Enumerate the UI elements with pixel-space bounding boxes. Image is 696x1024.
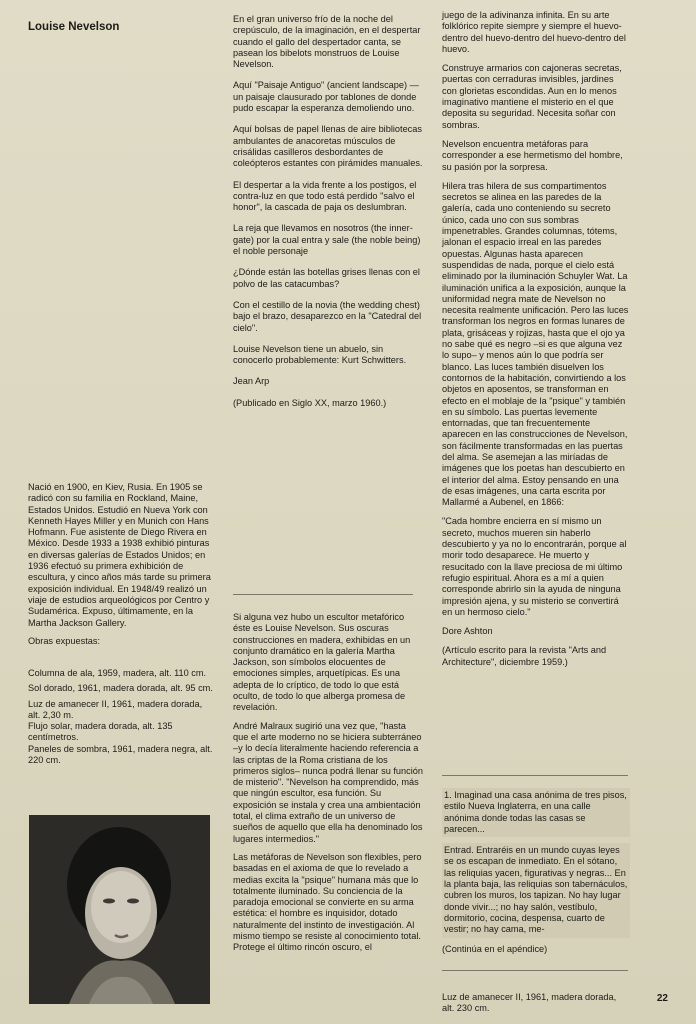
- essay-paragraph: Las metáforas de Nevelson son flexibles, pero basadas en el axioma de que lo revelado a medias excita la "psique" humana más que lo totalmente iluminado. Su conciencia de la paradoja emocional se convierte en su arma estética: el hombre es inquisidor, dotado naturalmente del instinto de investigación. Al mismo tiempo se resiste al conocimiento total. Protege el último rincón oscuro, el: [233, 851, 422, 953]
- portrait-illustration: [29, 815, 210, 1004]
- poem-stanza: La reja que llevamos en nosotros (the inner-gate) por la cual entra y sale (the noble being) el noble personaje: [233, 223, 421, 257]
- page-number: 22: [656, 993, 668, 1004]
- poem-stanza: ¿Dónde están las botellas grises llenas con el polvo de las catacumbas?: [233, 267, 420, 289]
- essay-paragraph: André Malraux sugirió una vez que, "hasta que el arte moderno no se hiciera subterráneo –y lo decía literalmente haciendo referencia a las criptas de la Roma cristiana de los primeros siglos– nunca podrá llenar su función de misterio". "Nevelson ha comprendido, más que ningún escultor, esa función. Su exposición se instala y crea una ambientación total, el clima extraño de un universo de sueños de aquello que ella ha denominado los lugares intermedios.": [233, 720, 423, 844]
- work-item: Paneles de sombra, 1961, madera negra, alt. 220 cm.: [28, 743, 213, 766]
- portrait-photo: [29, 815, 210, 1004]
- continued-note: (Continúa en el apéndice): [442, 943, 548, 954]
- works-heading: Obras expuestas:: [28, 636, 101, 646]
- artist-title: Louise Nevelson: [28, 21, 120, 33]
- essay-paragraph: juego de la adivinanza infinita. En su arte folklórico repite siempre y siempre el huevo-dentro del huevo-dentro del huevo-dentro del huevo.: [442, 10, 626, 54]
- footnote: Entrad. Entraréis en un mundo cuyas leyes se os escapan de inmediato. En el sótano, las reliquias yacen, figurativas y negras... En la planta baja, las reliquias son tabernáculos, cubren los muros, los tapizan. No hay lugar donde vivir...; no hay salón, vestíbulo, dormitorio, cocina, despensa, cuarto de vestir; no hay cama, me-: [442, 843, 630, 937]
- image-caption: Luz de amanecer II, 1961, madera dorada, alt. 230 cm.: [442, 992, 617, 1014]
- work-item: Flujo solar, madera dorada, alt. 135 centímetros.: [28, 721, 173, 743]
- poem-stanza: Con el cestillo de la novia (the wedding chest) bajo el brazo, desaparezco en la "Catedral del cielo".: [233, 299, 422, 333]
- essay-part-2: [442, 10, 630, 668]
- poem-stanza: Louise Nevelson tiene un abuelo, sin conocerlo probablemente: Kurt Schwitters.: [233, 343, 407, 366]
- essay-part-1: [233, 612, 423, 954]
- essay-author: Dore Ashton: [442, 626, 493, 637]
- poem-stanza: Aquí bolsas de papel llenas de aire bibliotecas ambulantes de anacoretas músculos de crisálidas casilleros desbordantes de coleópteros estantes con pirámides manuales.: [233, 124, 423, 169]
- poem-stanza: Aquí "Paisaje Antiguo" (ancient landscape) — un paisaje clausurado por tablones de donde pudo escapar la esperanza demoliendo uno.: [233, 80, 419, 114]
- poem-author: Jean Arp: [233, 376, 270, 387]
- poem-source: (Publicado en Siglo XX, marzo 1960.): [233, 397, 387, 408]
- essay-source: (Artículo escrito para la revista "Arts and Architecture", diciembre 1959.): [442, 645, 607, 667]
- poem-stanza: El despertar a la vida frente a los postigos, el contra-luz en que todo está perdido "salvo el honor", la cascada de paja os deslumbran.: [233, 179, 417, 213]
- work-item: Columna de ala, 1959, madera, alt. 110 cm.: [28, 668, 207, 678]
- footnote-block: [442, 788, 630, 955]
- work-item: Luz de amanecer II, 1961, madera dorada, alt. 2,30 m.: [28, 698, 203, 720]
- work-item: Sol dorado, 1961, madera dorada, alt. 95 cm.: [28, 683, 213, 694]
- poem: [233, 14, 423, 419]
- divider: [442, 775, 628, 776]
- essay-paragraph: Si alguna vez hubo un escultor metafórico éste es Louise Nevelson. Sus oscuras construcciones en madera, exhibidas en un conjunto dramático en la galería Martha Jackson, son símbolos elocuentes de emociones simples, arquetípicas. Es una adepta de lo críptico, de todo lo que está oculto, de todo lo que alberga promesa de revelación.: [233, 612, 411, 713]
- poem-stanza: En el gran universo frío de la noche del crepúsculo, de la imaginación, en el despertar cuando el gallo del despertador canta, se pasean los bibelots monstruos de Louise Nevelson.: [233, 14, 421, 70]
- divider: [233, 594, 413, 595]
- works-list: [28, 668, 214, 766]
- artist-biography: Nació en 1900, en Kiev, Rusia. En 1905 se radicó con su familia en Rockland, Maine, Estados Unidos. Estudió en Nueva York con Kenneth Hayes Miller y en Munich con Hans Hofmann. Fue asistente de Diego Rivera en México. Desde 1933 a 1938 exhibió pinturas en diversas galerías de Estados Unidos; en 1936 efectuó su primera exhibición de escultura, y cinco años más tarde su primera exposición individual. En 1948/49 realizó un viaje de estudios arqueológicos por Centro y Sudamérica. Expuso, últimamente, en la Martha Jackson Gallery.: [28, 482, 211, 628]
- mallarme-quote: "Cada hombre encierra en sí mismo un secreto, muchos mueren sin haberlo descubierto y ya no lo encontrarán, porque al morir todo desaparece. He muerto y resucitado con la llave preciosa de mi último refugio espiritual. Ahora es a mí a quien corresponde abrirlo sin la ayuda de ninguna impresión ajena, y su misterio se convertirá en un hermoso cielo.": [442, 516, 627, 617]
- divider: [442, 970, 628, 971]
- essay-paragraph: Hilera tras hilera de sus compartimentos secretos se alinea en las paredes de la galería, cada uno conteniendo su secreto único, cada uno con sus sombras impenetrables. Grandes columnas, tótems, jalonan el espacio irreal en las paredes opuestas. Algunas hasta aparecen suspendidas de nada, porque el cielo está eliminado por la iluminación Schuyler Wat. La iluminación unifica a la exposición, aunque la uniformidad negra mate de Nevelson no necesita realmente unificación. Pero las luces transforman los negros en formas lunares de plata, grisáceas y rojizas, hasta que el ojo ya no sabe qué es negro –si es que alguna vez lo supo– y menos aún lo que podría ser blanco. Las luces también disuelven los contornos de la habitación, convirtiendo a los objetos en aposentos, se transforman en efecto en el moblaje de la "psique" y también en su símbolo. Las puertas levemente entornadas, que tan frecuentemente aparecen en las construcciones de Nevelson, son fácilmente transformadas en las puertas del alma. Se asemejan a las miríadas de imágenes que los poetas han descubierto en el interior del alma. Estoy pensando en una de esas imágenes, una carta escrita por Mallarmé a Aubenel, en 1866:: [442, 180, 629, 508]
- essay-paragraph: Nevelson encuentra metáforas para corresponder a ese hermetismo del hombre, su pasión por la sorpresa.: [442, 138, 623, 172]
- footnote: 1. Imaginad una casa anónima de tres pisos, estilo Nueva Inglaterra, en una calle anónima donde todas las casas se parecen...: [442, 788, 630, 837]
- essay-paragraph: Construye armarios con cajoneras secretas, puertas con cerraduras invisibles, jardines con glorietas escondidas. Aun en lo menos imaginativo mantiene el misterio en el que deposita su seguridad. Necesita soñar con sombras.: [442, 63, 622, 130]
